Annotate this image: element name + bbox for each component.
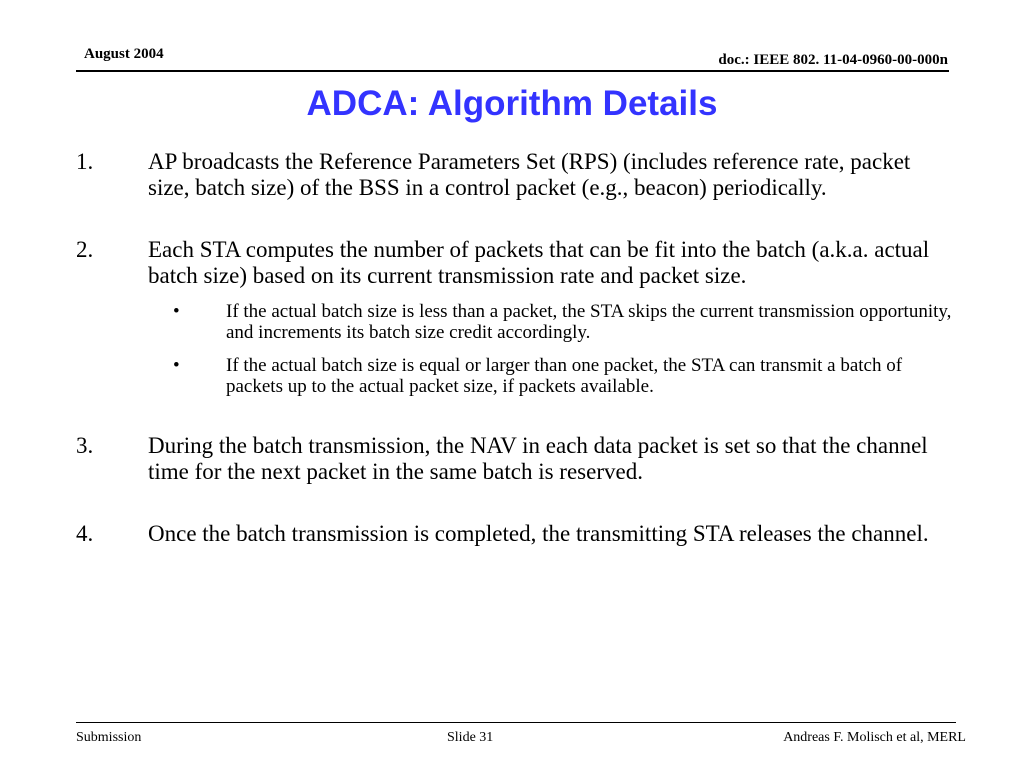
bullet-text: If the actual batch size is less than a packet, the STA skips the current transmission opportunity, and increments its batch size credit accordingly. xyxy=(226,301,952,343)
item-number: 3. xyxy=(76,433,94,458)
item-text: Each STA computes the number of packets that can be fit into the batch (a.k.a. actual batch size) based on its current transmission rate and packet size. xyxy=(148,237,930,288)
slide-body xyxy=(76,149,956,547)
footer-slide-number: Slide 31 xyxy=(447,730,494,745)
header-doc-id: doc.: IEEE 802. 11-04-0960-00-000n xyxy=(718,52,948,68)
list-item-3 xyxy=(76,433,956,485)
bullet-marker: • xyxy=(173,301,180,322)
slide-title: ADCA: Algorithm Details xyxy=(306,84,718,123)
sub-bullet-2 xyxy=(173,355,956,397)
sub-bullet-1 xyxy=(173,301,956,343)
list-item-4 xyxy=(76,521,956,547)
item-number: 2. xyxy=(76,237,94,262)
bullet-text: If the actual batch size is equal or larger than one packet, the STA can transmit a batch of packets up to the actual packet size, if packets available. xyxy=(226,355,903,397)
item-text: AP broadcasts the Reference Parameters Set (RPS) (includes reference rate, packet size, batch size) of the BSS in a control packet (e.g., beacon) periodically. xyxy=(148,149,911,200)
bullet-marker: • xyxy=(173,355,180,376)
item-text: Once the batch transmission is completed, the transmitting STA releases the channel. xyxy=(148,521,929,546)
item-text: During the batch transmission, the NAV in each data packet is set so that the channel time for the next packet in the same batch is reserved. xyxy=(148,433,928,484)
header-rule xyxy=(76,70,949,72)
footer-submission: Submission xyxy=(76,730,142,745)
header-date: August 2004 xyxy=(84,46,164,62)
list-item-1 xyxy=(76,149,956,201)
footer-author: Andreas F. Molisch et al, MERL xyxy=(783,730,966,745)
list-item-2 xyxy=(76,237,956,289)
item-number: 1. xyxy=(76,149,94,174)
item-number: 4. xyxy=(76,521,94,546)
footer-rule xyxy=(76,722,956,723)
